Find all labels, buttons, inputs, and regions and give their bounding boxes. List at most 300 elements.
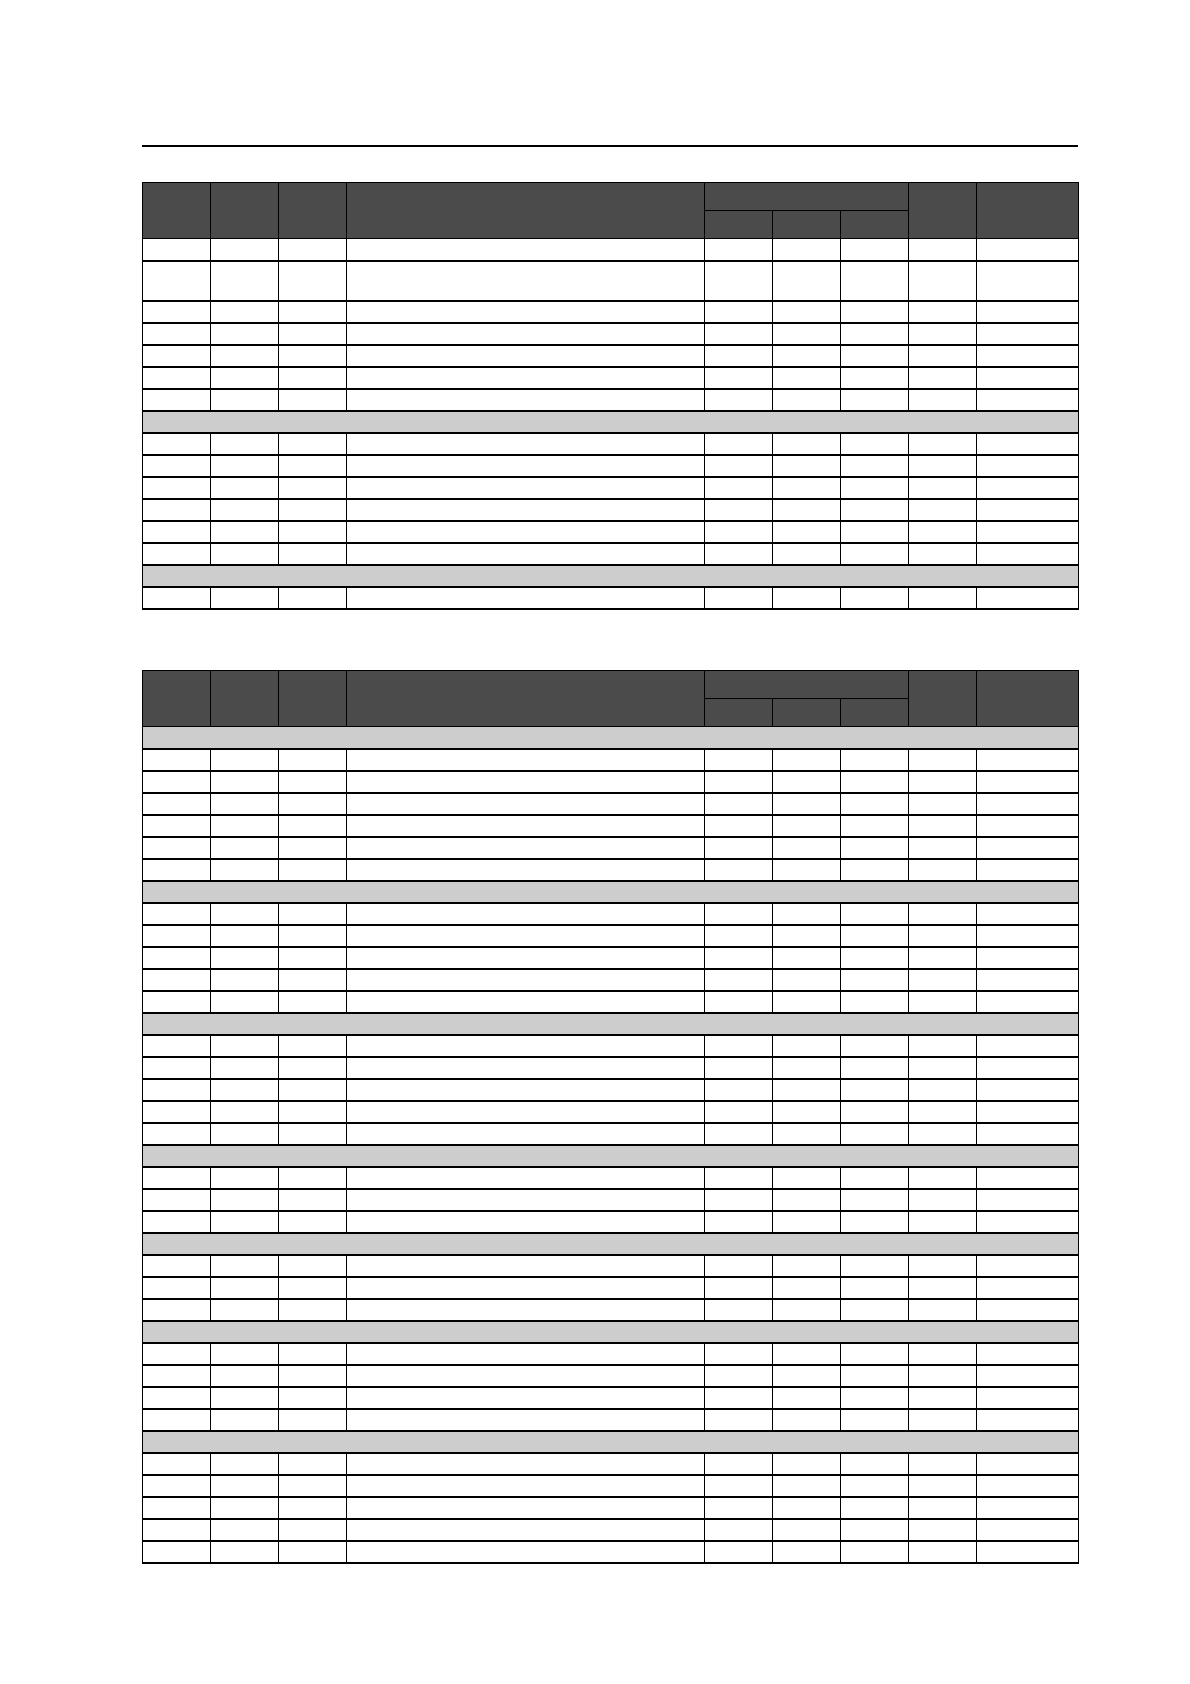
table-cell	[279, 991, 347, 1013]
table-cell	[772, 477, 840, 499]
table-row	[143, 1299, 1079, 1321]
table-cell	[143, 947, 211, 969]
table-cell	[143, 499, 211, 521]
table-cell	[976, 1167, 1078, 1189]
header-cell	[211, 183, 279, 239]
table-cell	[279, 1079, 347, 1101]
table-cell	[908, 1409, 976, 1431]
table-cell	[279, 1211, 347, 1233]
table-cell	[704, 389, 772, 411]
header-subcell	[772, 699, 840, 727]
table-cell	[976, 1123, 1078, 1145]
table-row	[143, 749, 1079, 771]
table-cell	[704, 991, 772, 1013]
table-cell	[279, 815, 347, 837]
table-cell	[211, 1387, 279, 1409]
table-cell	[279, 367, 347, 389]
table-cell	[704, 815, 772, 837]
table-cell	[976, 345, 1078, 367]
table-cell	[143, 991, 211, 1013]
table-cell	[772, 793, 840, 815]
table-cell	[211, 1189, 279, 1211]
table-cell	[279, 903, 347, 925]
table-cell	[976, 301, 1078, 323]
table-cell	[840, 477, 908, 499]
table-cell	[143, 543, 211, 565]
table-cell	[347, 771, 704, 793]
table-2-body	[143, 727, 1079, 1563]
table-cell	[704, 749, 772, 771]
table-cell	[840, 323, 908, 345]
table-cell	[279, 1497, 347, 1519]
table-cell	[976, 859, 1078, 881]
table-cell	[840, 1167, 908, 1189]
table-cell	[279, 749, 347, 771]
table-cell	[279, 1299, 347, 1321]
section-row	[143, 1321, 1079, 1343]
section-cell	[143, 1233, 1079, 1255]
section-row	[143, 881, 1079, 903]
table-row	[143, 1167, 1079, 1189]
section-cell	[143, 881, 1079, 903]
table-cell	[908, 837, 976, 859]
table-cell	[976, 1365, 1078, 1387]
table-cell	[279, 301, 347, 323]
table-cell	[143, 837, 211, 859]
table-cell	[908, 521, 976, 543]
table-cell	[976, 323, 1078, 345]
table-cell	[211, 367, 279, 389]
table-cell	[143, 925, 211, 947]
table-row	[143, 903, 1079, 925]
table-cell	[347, 1255, 704, 1277]
header-cell	[279, 183, 347, 239]
table-cell	[704, 1365, 772, 1387]
section-cell	[143, 411, 1079, 433]
table-cell	[279, 837, 347, 859]
table-cell	[976, 1277, 1078, 1299]
table-2-header	[143, 671, 1079, 727]
table-cell	[143, 389, 211, 411]
table-cell	[840, 1277, 908, 1299]
table-cell	[279, 859, 347, 881]
table-cell	[211, 1409, 279, 1431]
table-cell	[976, 543, 1078, 565]
table-cell	[347, 1123, 704, 1145]
table-cell	[279, 1343, 347, 1365]
table-row	[143, 1057, 1079, 1079]
table-cell	[840, 389, 908, 411]
table-cell	[908, 1123, 976, 1145]
table-cell	[976, 521, 1078, 543]
table-cell	[908, 1189, 976, 1211]
table-cell	[279, 1409, 347, 1431]
table-cell	[908, 301, 976, 323]
table-cell	[908, 1541, 976, 1563]
table-cell	[840, 969, 908, 991]
table-cell	[840, 1189, 908, 1211]
table-cell	[347, 1387, 704, 1409]
table-cell	[840, 1079, 908, 1101]
section-row	[143, 565, 1079, 587]
table-cell	[840, 1519, 908, 1541]
table-cell	[143, 433, 211, 455]
section-row	[143, 1431, 1079, 1453]
table-row	[143, 433, 1079, 455]
table-cell	[211, 837, 279, 859]
table-cell	[347, 301, 704, 323]
table-cell	[279, 477, 347, 499]
table-cell	[279, 1475, 347, 1497]
table-row	[143, 771, 1079, 793]
table-cell	[908, 749, 976, 771]
table-cell	[840, 455, 908, 477]
table-cell	[347, 477, 704, 499]
table-cell	[347, 815, 704, 837]
table-cell	[347, 903, 704, 925]
table-cell	[279, 1035, 347, 1057]
table-row	[143, 1255, 1079, 1277]
table-cell	[211, 1101, 279, 1123]
top-rule	[142, 145, 1078, 147]
table-cell	[143, 1101, 211, 1123]
table-cell	[347, 323, 704, 345]
table-row	[143, 1453, 1079, 1475]
table-cell	[211, 969, 279, 991]
table-row	[143, 925, 1079, 947]
table-cell	[347, 587, 704, 609]
table-cell	[347, 345, 704, 367]
table-cell	[279, 1453, 347, 1475]
table-cell	[976, 1343, 1078, 1365]
header-group-cell	[704, 183, 908, 211]
table-cell	[908, 1101, 976, 1123]
table-cell	[347, 261, 704, 301]
table-cell	[704, 1101, 772, 1123]
table-row	[143, 521, 1079, 543]
table-cell	[908, 1475, 976, 1497]
section-cell	[143, 1321, 1079, 1343]
table-cell	[211, 301, 279, 323]
table-cell	[840, 837, 908, 859]
table-row	[143, 991, 1079, 1013]
table-row	[143, 455, 1079, 477]
table-cell	[908, 1453, 976, 1475]
table-cell	[347, 455, 704, 477]
table-cell	[211, 239, 279, 261]
table-cell	[772, 1475, 840, 1497]
table-cell	[772, 521, 840, 543]
table-cell	[347, 991, 704, 1013]
table-cell	[908, 1167, 976, 1189]
table-cell	[347, 1343, 704, 1365]
table-cell	[279, 239, 347, 261]
table-row	[143, 859, 1079, 881]
table-cell	[211, 1211, 279, 1233]
table-cell	[772, 1255, 840, 1277]
table-cell	[347, 1211, 704, 1233]
table-cell	[347, 793, 704, 815]
table-cell	[840, 433, 908, 455]
table-cell	[279, 771, 347, 793]
table-cell	[143, 455, 211, 477]
table-cell	[704, 1035, 772, 1057]
table-cell	[840, 345, 908, 367]
table-cell	[211, 1343, 279, 1365]
table-cell	[347, 1541, 704, 1563]
table-cell	[211, 903, 279, 925]
table-row	[143, 1211, 1079, 1233]
table-cell	[143, 1123, 211, 1145]
table-cell	[840, 1475, 908, 1497]
table-cell	[211, 947, 279, 969]
table-cell	[704, 1343, 772, 1365]
table-cell	[840, 771, 908, 793]
table-cell	[908, 1299, 976, 1321]
table-cell	[976, 587, 1078, 609]
section-cell	[143, 1431, 1079, 1453]
table-cell	[976, 1299, 1078, 1321]
table-cell	[143, 1167, 211, 1189]
table-cell	[704, 433, 772, 455]
table-cell	[772, 543, 840, 565]
table-cell	[908, 543, 976, 565]
table-cell	[976, 815, 1078, 837]
table-cell	[704, 1475, 772, 1497]
table-cell	[347, 499, 704, 521]
table-cell	[772, 455, 840, 477]
table-cell	[704, 1211, 772, 1233]
table-row	[143, 1365, 1079, 1387]
table-cell	[908, 323, 976, 345]
table-cell	[347, 1101, 704, 1123]
table-cell	[279, 969, 347, 991]
table-cell	[279, 499, 347, 521]
table-row	[143, 1387, 1079, 1409]
header-subcell	[840, 211, 908, 239]
table-cell	[143, 1277, 211, 1299]
table-cell	[976, 771, 1078, 793]
table-cell	[976, 1541, 1078, 1563]
table-cell	[772, 991, 840, 1013]
table-cell	[704, 1079, 772, 1101]
table-cell	[976, 1189, 1078, 1211]
table-cell	[347, 749, 704, 771]
table-cell	[347, 859, 704, 881]
table-cell	[143, 477, 211, 499]
table-row	[143, 1541, 1079, 1563]
table-cell	[976, 1475, 1078, 1497]
table-cell	[772, 815, 840, 837]
table-cell	[772, 837, 840, 859]
table-cell	[347, 947, 704, 969]
table-cell	[143, 771, 211, 793]
header-cell	[211, 671, 279, 727]
table-cell	[279, 1277, 347, 1299]
table-cell	[143, 749, 211, 771]
header-cell	[976, 671, 1078, 727]
table-cell	[840, 991, 908, 1013]
table-cell	[976, 793, 1078, 815]
table-cell	[772, 1409, 840, 1431]
table-cell	[840, 239, 908, 261]
table-cell	[976, 239, 1078, 261]
table-cell	[279, 433, 347, 455]
header-subcell	[704, 699, 772, 727]
table-cell	[772, 749, 840, 771]
table-cell	[704, 1255, 772, 1277]
table-cell	[840, 521, 908, 543]
table-cell	[772, 301, 840, 323]
table-cell	[211, 1255, 279, 1277]
table-cell	[772, 1365, 840, 1387]
table-row	[143, 477, 1079, 499]
table-cell	[704, 239, 772, 261]
table-row	[143, 499, 1079, 521]
table-cell	[347, 1299, 704, 1321]
table-cell	[211, 499, 279, 521]
table-cell	[211, 1277, 279, 1299]
table-cell	[143, 815, 211, 837]
header-subcell	[772, 211, 840, 239]
table-cell	[908, 771, 976, 793]
table-cell	[279, 1387, 347, 1409]
table-cell	[143, 1365, 211, 1387]
table-cell	[840, 1541, 908, 1563]
table-cell	[211, 587, 279, 609]
table-cell	[908, 859, 976, 881]
table-2	[142, 670, 1079, 1564]
table-cell	[211, 793, 279, 815]
table-cell	[908, 1497, 976, 1519]
table-cell	[840, 587, 908, 609]
table-cell	[211, 815, 279, 837]
table-cell	[143, 1189, 211, 1211]
table-cell	[347, 1167, 704, 1189]
table-cell	[840, 499, 908, 521]
table-cell	[211, 1365, 279, 1387]
table-row	[143, 947, 1079, 969]
table-row	[143, 815, 1079, 837]
table-row	[143, 1123, 1079, 1145]
table-cell	[908, 1365, 976, 1387]
table-row	[143, 1475, 1079, 1497]
table-cell	[211, 1519, 279, 1541]
table-cell	[347, 389, 704, 411]
table-cell	[704, 793, 772, 815]
table-cell	[704, 925, 772, 947]
table-cell	[279, 261, 347, 301]
table-cell	[211, 991, 279, 1013]
table-cell	[211, 477, 279, 499]
table-cell	[211, 1475, 279, 1497]
table-row	[143, 543, 1079, 565]
table-cell	[772, 323, 840, 345]
table-cell	[347, 1453, 704, 1475]
table-cell	[211, 389, 279, 411]
section-cell	[143, 727, 1079, 749]
table-cell	[211, 1079, 279, 1101]
header-subcell	[704, 211, 772, 239]
table-cell	[347, 837, 704, 859]
table-cell	[976, 389, 1078, 411]
table-cell	[908, 1255, 976, 1277]
table-cell	[772, 1035, 840, 1057]
table-cell	[840, 859, 908, 881]
table-cell	[908, 1277, 976, 1299]
table-cell	[908, 455, 976, 477]
table-cell	[976, 1057, 1078, 1079]
table-cell	[279, 1057, 347, 1079]
table-cell	[772, 859, 840, 881]
table-cell	[772, 1101, 840, 1123]
section-row	[143, 1145, 1079, 1167]
table-cell	[976, 1079, 1078, 1101]
table-cell	[772, 367, 840, 389]
table-cell	[772, 1497, 840, 1519]
section-row	[143, 411, 1079, 433]
table-cell	[840, 1123, 908, 1145]
table-cell	[143, 1475, 211, 1497]
table-cell	[840, 1409, 908, 1431]
table-cell	[143, 587, 211, 609]
table-cell	[211, 1453, 279, 1475]
table-cell	[840, 261, 908, 301]
table-cell	[211, 455, 279, 477]
table-cell	[840, 1365, 908, 1387]
header-cell	[279, 671, 347, 727]
table-cell	[347, 367, 704, 389]
table-cell	[279, 521, 347, 543]
table-cell	[908, 261, 976, 301]
table-cell	[908, 1519, 976, 1541]
table-cell	[704, 1409, 772, 1431]
table-cell	[143, 367, 211, 389]
table-cell	[347, 1519, 704, 1541]
table-cell	[347, 1035, 704, 1057]
table-cell	[211, 1541, 279, 1563]
table-cell	[704, 301, 772, 323]
table-cell	[976, 1101, 1078, 1123]
table-cell	[704, 543, 772, 565]
header-cell	[347, 671, 704, 727]
table-cell	[704, 837, 772, 859]
table-cell	[704, 771, 772, 793]
section-row	[143, 727, 1079, 749]
header-cell	[976, 183, 1078, 239]
table-row	[143, 1343, 1079, 1365]
table-cell	[143, 1497, 211, 1519]
table-cell	[772, 587, 840, 609]
section-cell	[143, 1013, 1079, 1035]
table-cell	[704, 1167, 772, 1189]
table-cell	[279, 1365, 347, 1387]
table-cell	[347, 1409, 704, 1431]
table-cell	[908, 239, 976, 261]
table-cell	[772, 1519, 840, 1541]
table-cell	[840, 543, 908, 565]
section-row	[143, 1233, 1079, 1255]
table-cell	[840, 793, 908, 815]
table-cell	[840, 1299, 908, 1321]
table-cell	[908, 1079, 976, 1101]
section-row	[143, 1013, 1079, 1035]
table-cell	[840, 1211, 908, 1233]
table-row	[143, 1277, 1079, 1299]
table-cell	[279, 345, 347, 367]
table-cell	[908, 991, 976, 1013]
table-cell	[840, 749, 908, 771]
